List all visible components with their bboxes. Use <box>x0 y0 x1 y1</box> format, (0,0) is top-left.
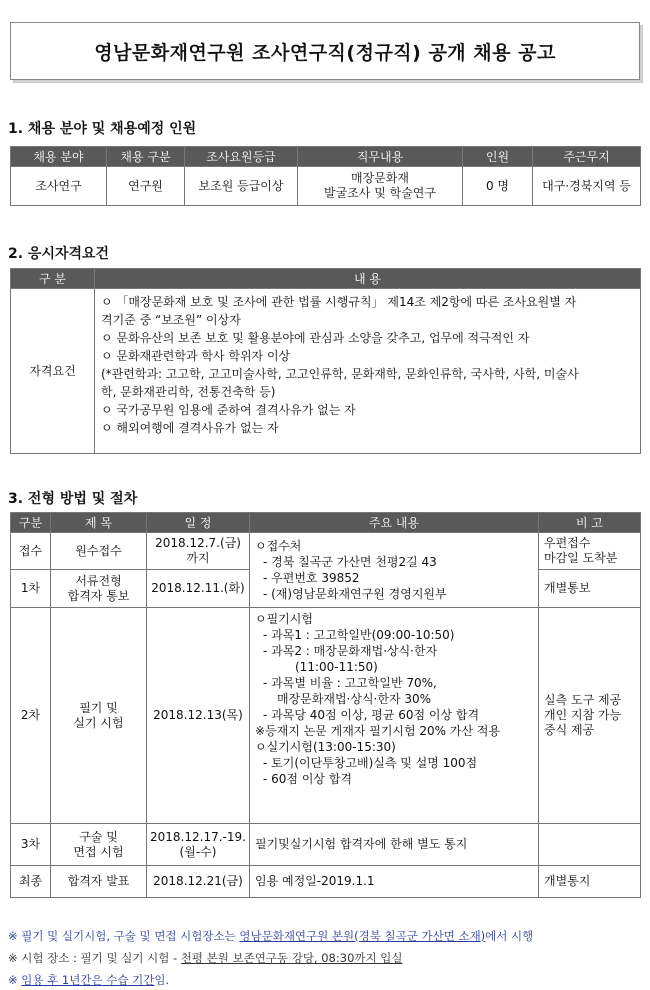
footnote-text: ※ 필기 및 실기시험, 구술 및 면접 시험장소는 <box>8 929 240 943</box>
footnote-text: ※ <box>8 973 22 987</box>
table-header-row <box>11 147 641 167</box>
qualification-line: 격기준 중 “보조원” 이상자 <box>101 313 241 327</box>
footnote-text: 임. <box>154 973 170 987</box>
content-line: - (재)영남문화재연구원 경영지원부 <box>263 587 447 601</box>
column-header: 채용 분야 <box>11 147 107 167</box>
content-line: - 과목당 40점 이상, 평균 60점 이상 합격 <box>263 708 480 722</box>
note-line: 우편접수 <box>544 536 591 550</box>
note-cell <box>539 824 641 866</box>
grade-cell: 보조원 등급이상 <box>185 167 298 206</box>
title-line: 실기 시험 <box>73 715 124 730</box>
duty-cell <box>298 167 463 206</box>
title-line: 합격자 통보 <box>67 588 130 603</box>
note-cell: 개별통보 <box>539 570 641 608</box>
column-header: 구 분 <box>11 269 95 289</box>
page-title: 영남문화재연구원 조사연구직(정규직) 공개 채용 공고 <box>10 22 640 80</box>
content-line: - 과목1 : 고고학일반(09:00-10:50) <box>263 628 455 642</box>
stage-cell: 1차 <box>11 570 51 608</box>
content-line: 매장문화재법·상식·한자 30% <box>277 692 432 706</box>
content-line: ㅇ필기시험 <box>255 612 313 626</box>
table-row <box>11 167 641 206</box>
title-line: 면접 시험 <box>73 844 124 859</box>
procedure-table <box>10 512 641 898</box>
column-header: 내 용 <box>95 269 641 289</box>
date-line: 2018.12.17.-19. <box>150 829 246 844</box>
date-line: 까지 <box>186 551 210 565</box>
table-header-row <box>11 513 641 533</box>
title-line: 구술 및 <box>79 829 118 844</box>
column-header: 주근무지 <box>533 147 641 167</box>
content-line: ※등재지 논문 게재자 필기시험 20% 가산 적용 <box>255 724 501 738</box>
footnote-emphasis: 영남문화재연구원 본원(경북 칠곡군 가산면 소재) <box>239 929 486 943</box>
location-cell: 대구·경북지역 등 <box>533 167 641 206</box>
date-cell <box>147 533 250 570</box>
qualification-line: 학, 문화재관리학, 전통건축학 등) <box>101 385 276 399</box>
column-header: 비 고 <box>539 513 641 533</box>
duty-line: 발굴조사 및 학술연구 <box>324 186 436 200</box>
qualification-line: ㅇ 문화유산의 보존 보호 및 활용분야에 관심과 소양을 갖추고, 업무에 적극적인 자 <box>101 331 530 345</box>
note-line: 개인 지참 가능 <box>544 708 622 722</box>
date-cell <box>147 824 250 866</box>
content-line: - 경북 칠곡군 가산면 천평2길 43 <box>263 555 437 569</box>
column-header: 제 목 <box>51 513 147 533</box>
qualification-line: ㅇ 문화재관련학과 학사 학위자 이상 <box>101 349 291 363</box>
content-line: - 토기(이단투창고배)실측 및 설명 100점 <box>263 756 478 770</box>
table-row <box>11 866 641 898</box>
content-line: ㅇ접수처 <box>255 539 302 553</box>
column-header: 직무내용 <box>298 147 463 167</box>
table-row <box>11 289 641 454</box>
interview-content: 필기및실기시험 합격자에 한해 별도 통지 <box>250 824 539 866</box>
date-cell: 2018.12.13(목) <box>147 608 250 824</box>
date-line: (월-수) <box>179 844 217 859</box>
footnote-exam-location <box>8 928 533 944</box>
title-line: 서류전형 <box>75 573 122 588</box>
note-line: 중식 제공 <box>544 723 595 737</box>
qualification-label: 자격요건 <box>11 289 95 454</box>
footnote-emphasis: 천평 본원 보존연구동 강당, 08:30까지 입실 <box>180 951 403 965</box>
qualification-line: ㅇ 「매장문화재 보호 및 조사에 관한 법률 시행규칙」 제14조 제2항에 따른 조사요원별 자 <box>101 295 577 309</box>
table-row <box>11 608 641 824</box>
qualification-content <box>95 289 641 454</box>
title-line: 필기 및 <box>79 700 118 715</box>
stage-cell: 2차 <box>11 608 51 824</box>
content-line: - 과목2 : 매장문화재법·상식·한자 <box>263 644 438 658</box>
title-cell: 원수접수 <box>51 533 147 570</box>
section-heading-qualifications: 2. 응시자격요건 <box>8 246 110 262</box>
stage-cell: 3차 <box>11 824 51 866</box>
positions-table <box>10 146 641 206</box>
note-cell <box>539 608 641 824</box>
field-cell: 조사연구 <box>11 167 107 206</box>
date-cell: 2018.12.21(금) <box>147 866 250 898</box>
submission-content <box>250 533 539 608</box>
qualification-line: ㅇ 해외여행에 결격사유가 없는 자 <box>101 421 279 435</box>
title-cell <box>51 608 147 824</box>
column-header: 인원 <box>463 147 533 167</box>
column-header: 구분 <box>11 513 51 533</box>
content-line: ㅇ실기시험(13:00-15:30) <box>255 740 396 754</box>
qualification-line: ㅇ 국가공무원 임용에 준하여 결격사유가 없는 자 <box>101 403 356 417</box>
title-cell: 합격자 발표 <box>51 866 147 898</box>
section-heading-positions: 1. 채용 분야 및 채용예정 인원 <box>8 121 197 137</box>
footnote-probation <box>8 972 169 988</box>
table-row <box>11 824 641 866</box>
note-line: 마감일 도착분 <box>544 551 618 565</box>
duty-line: 매장문화재 <box>351 171 409 185</box>
qualifications-table <box>10 268 641 454</box>
content-line: - 우편번호 39852 <box>263 571 360 585</box>
content-line: - 과목별 비율 : 고고학일반 70%, <box>263 676 437 690</box>
footnote-text: ※ 시험 장소 : 필기 및 실기 시험 - <box>8 951 181 965</box>
exam-content <box>250 608 539 824</box>
final-content: 임용 예정일-2019.1.1 <box>250 866 539 898</box>
stage-cell: 접수 <box>11 533 51 570</box>
table-header-row <box>11 269 641 289</box>
count-cell: 0 명 <box>463 167 533 206</box>
footnote-text: 에서 시행 <box>485 929 534 943</box>
column-header: 채용 구분 <box>107 147 185 167</box>
title-cell <box>51 824 147 866</box>
title-cell <box>51 570 147 608</box>
footnote-exam-venue <box>8 950 402 966</box>
section-heading-procedure: 3. 전형 방법 및 절차 <box>8 491 138 507</box>
column-header: 주요 내용 <box>250 513 539 533</box>
column-header: 일 정 <box>147 513 250 533</box>
note-line: 실측 도구 제공 <box>544 693 622 707</box>
note-cell: 개별통지 <box>539 866 641 898</box>
column-header: 조사요원등급 <box>185 147 298 167</box>
table-row <box>11 533 641 570</box>
type-cell: 연구원 <box>107 167 185 206</box>
date-line: 2018.12.7.(금) <box>155 536 241 550</box>
stage-cell: 최종 <box>11 866 51 898</box>
qualification-line: (*관련학과: 고고학, 고고미술사학, 고고인류학, 문화재학, 문화인류학, 국사학, 사학, 미술사 <box>101 367 579 381</box>
footnote-emphasis: 임용 후 1년간은 수습 기간 <box>21 973 155 987</box>
content-line: (11:00-11:50) <box>295 660 378 674</box>
content-line: - 60점 이상 합격 <box>263 772 353 786</box>
note-cell <box>539 533 641 570</box>
date-cell: 2018.12.11.(화) <box>147 570 250 608</box>
